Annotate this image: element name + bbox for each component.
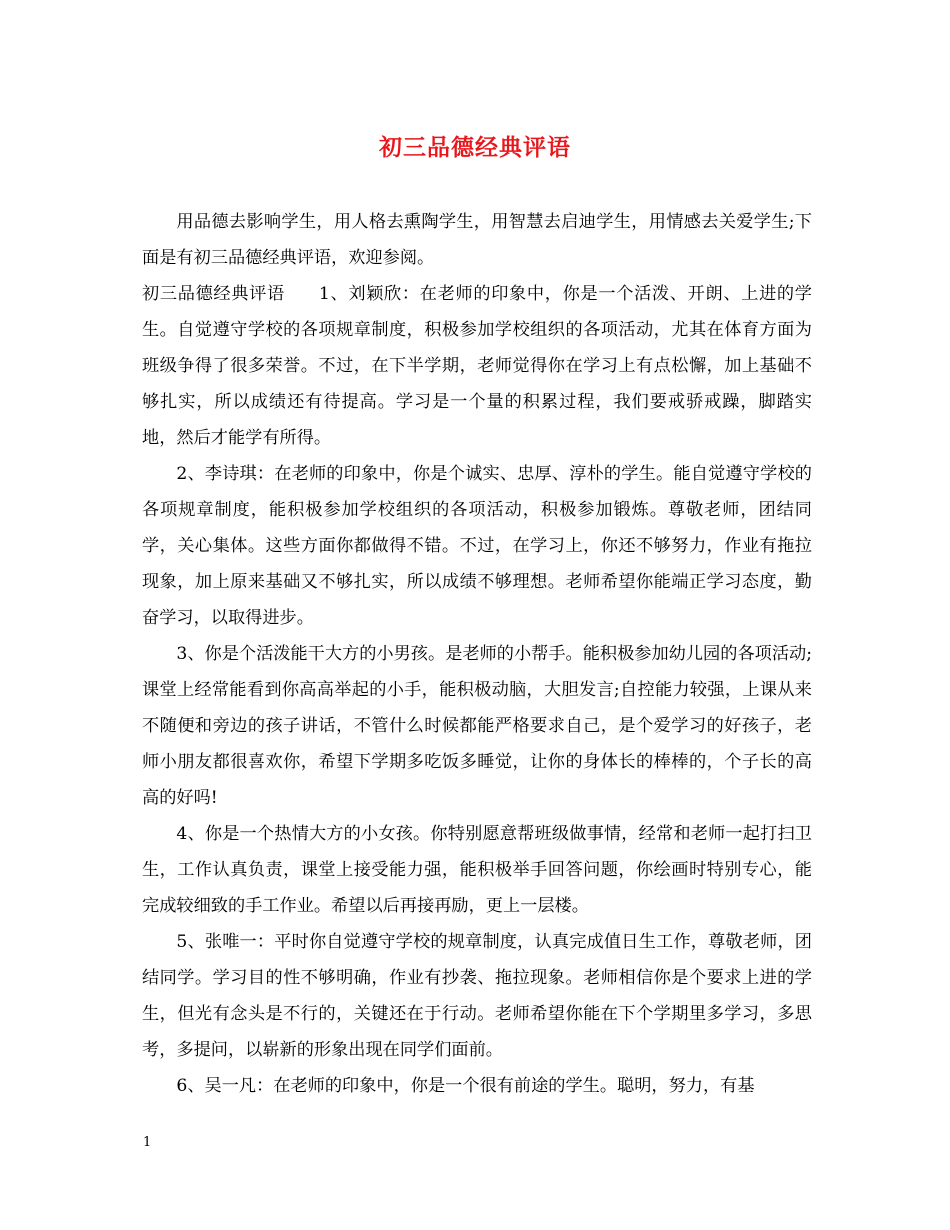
intro-paragraph: 用品德去影响学生，用人格去熏陶学生，用智慧去启迪学生，用情感去关爱学生;下面是有初三品德经典评语，欢迎参阅。	[142, 212, 812, 268]
comment-paragraph-2: 2、李诗琪：在老师的印象中，你是个诚实、忠厚、淳朴的学生。能自觉遵守学校的各项规章制度，能积极参加学校组织的各项活动，积极参加锻炼。尊敬老师，团结同学，关心集体。这些方面你都做得不错。不过，在学习上，你还不够努力，作业有拖拉现象，加上原来基础又不够扎实，所以成绩不够理想。老师希望你能端正学习态度，勤奋学习，以取得进步。	[142, 464, 812, 628]
comment-paragraph-4: 4、你是一个热情大方的小女孩。你特别愿意帮班级做事情，经常和老师一起打扫卫生，工作认真负责，课堂上接受能力强，能积极举手回答问题，你绘画时特别专心，能完成较细致的手工作业。希望以后再接再励，更上一层楼。	[142, 824, 812, 916]
comment-paragraph-5: 5、张唯一：平时你自觉遵守学校的规章制度，认真完成值日生工作，尊敬老师，团结同学。学习目的性不够明确，作业有抄袭、拖拉现象。老师相信你是个要求上进的学生，但光有念头是不行的，关键还在于行动。老师希望你能在下个学期里多学习，多思考，多提问，以崭新的形象出现在同学们面前。	[142, 932, 812, 1060]
section-heading: 初三品德经典评语	[142, 284, 285, 304]
comment-paragraph-6: 6、吴一凡：在老师的印象中，你是一个很有前途的学生。聪明，努力，有基	[176, 1076, 755, 1096]
comment-paragraph-1	[142, 276, 812, 456]
comment-text-1: 1、刘颖欣：在老师的印象中，你是一个活泼、开朗、上进的学生。自觉遵守学校的各项规章制度，积极参加学校组织的各项活动，尤其在体育方面为班级争得了很多荣誉。不过，在下半学期，老师觉得你在学习上有点松懈，加上基础不够扎实，所以成绩还有待提高。学习是一个量的积累过程，我们要戒骄戒躁，脚踏实地，然后才能学有所得。	[142, 284, 812, 448]
comment-paragraph-3: 3、你是个活泼能干大方的小男孩。是老师的小帮手。能积极参加幼儿园的各项活动;课堂上经常能看到你高高举起的小手，能积极动脑，大胆发言;自控能力较强，上课从来不随便和旁边的孩子讲话，不管什么时候都能严格要求自己，是个爱学习的好孩子，老师小朋友都很喜欢你，希望下学期多吃饭多睡觉，让你的身体长的棒棒的，个子长的高高的好吗!	[142, 644, 812, 808]
document-title: 初三品德经典评语	[379, 134, 571, 161]
page-number: 1	[143, 1135, 152, 1150]
document-body	[142, 204, 812, 1104]
